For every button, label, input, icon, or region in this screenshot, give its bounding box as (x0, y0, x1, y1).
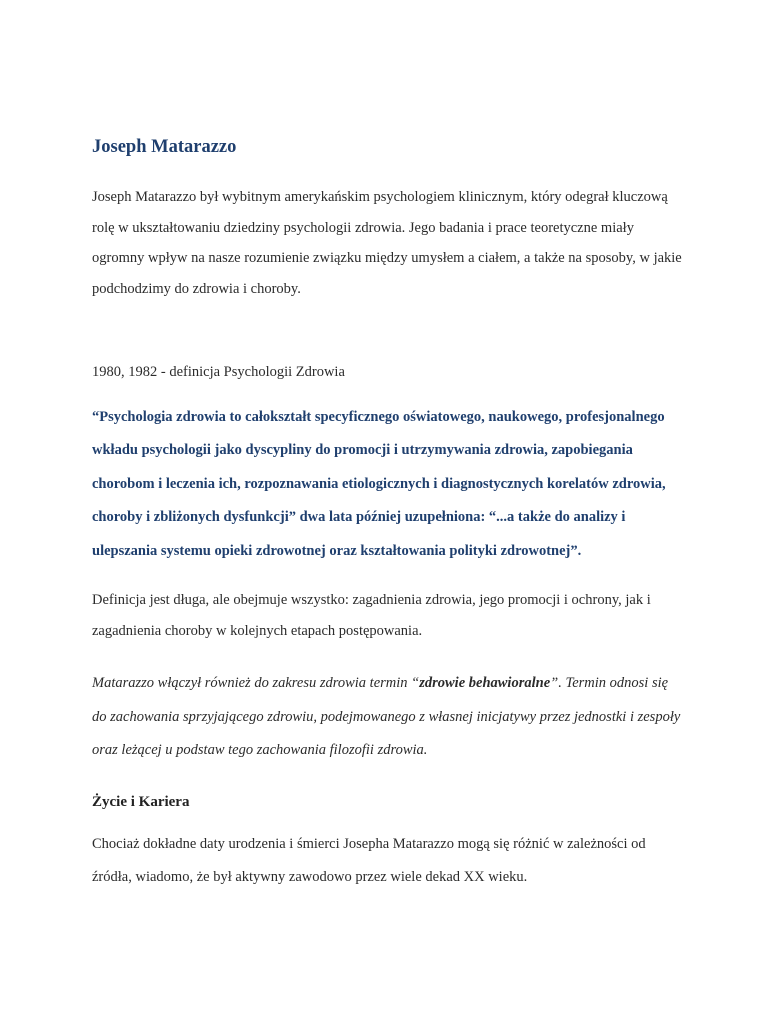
behavioral-health-text-before: Matarazzo włączył również do zakresu zdrowia termin “ (92, 675, 420, 691)
behavioral-health-paragraph (92, 667, 682, 768)
definition-note-paragraph: Definicja jest długa, ale obejmuje wszystko: zagadnienia zdrowia, jego promocji i ochrony, jak i zagadnienia choroby w kolejnych etapach postępowania. (92, 592, 651, 639)
intro-paragraph: Joseph Matarazzo był wybitnym amerykańskim psychologiem klinicznym, który odegrał kluczową rolę w ukształtowaniu dziedziny psychologii zdrowia. Jego badania i prace teoretyczne miały ogromny wpływ na nasze rozumienie związku między umysłem a ciałem, a także na sposoby, w jakie podchodzimy do zdrowia i choroby. (92, 189, 682, 297)
definition-quote: “Psychologia zdrowia to całokształt specyficznego oświatowego, naukowego, profesjonalnego wkładu psychologii jako dyscypliny do promocji i utrzymywania zdrowia, zapobiegania chorobom i leczenia ich, rozpoznawania etiologicznych i diagnostycznych korelatów zdrowia, choroby i zbliżonych dysfunkcji” dwa lata później uzupełniona: “...a także do analizy i ulepszania systemu opieki zdrowotnej oraz kształtowania polityki zdrowotnej”. (92, 408, 666, 559)
behavioral-health-text-after: ”. Termin odnosi się do zachowania sprzyjającego zdrowiu, podejmowanego z własnej inicjatywy przez jednostki i zespoły oraz leżącej u podstaw tego zachowania filozofii zdrowia. (92, 675, 681, 758)
definition-date-line: 1980, 1982 - definicja Psychologii Zdrowia (92, 364, 345, 380)
behavioral-health-term: zdrowie behawioralne (419, 675, 551, 691)
article-page (92, 134, 682, 895)
life-career-paragraph: Chociaż dokładne daty urodzenia i śmierci Josepha Matarazzo mogą się różnić w zależności od źródła, wiadomo, że był aktywny zawodowo przez wiele dekad XX wieku. (92, 835, 646, 885)
section-title-life-career: Życie i Kariera (92, 793, 190, 810)
article-title: Joseph Matarazzo (92, 137, 237, 157)
